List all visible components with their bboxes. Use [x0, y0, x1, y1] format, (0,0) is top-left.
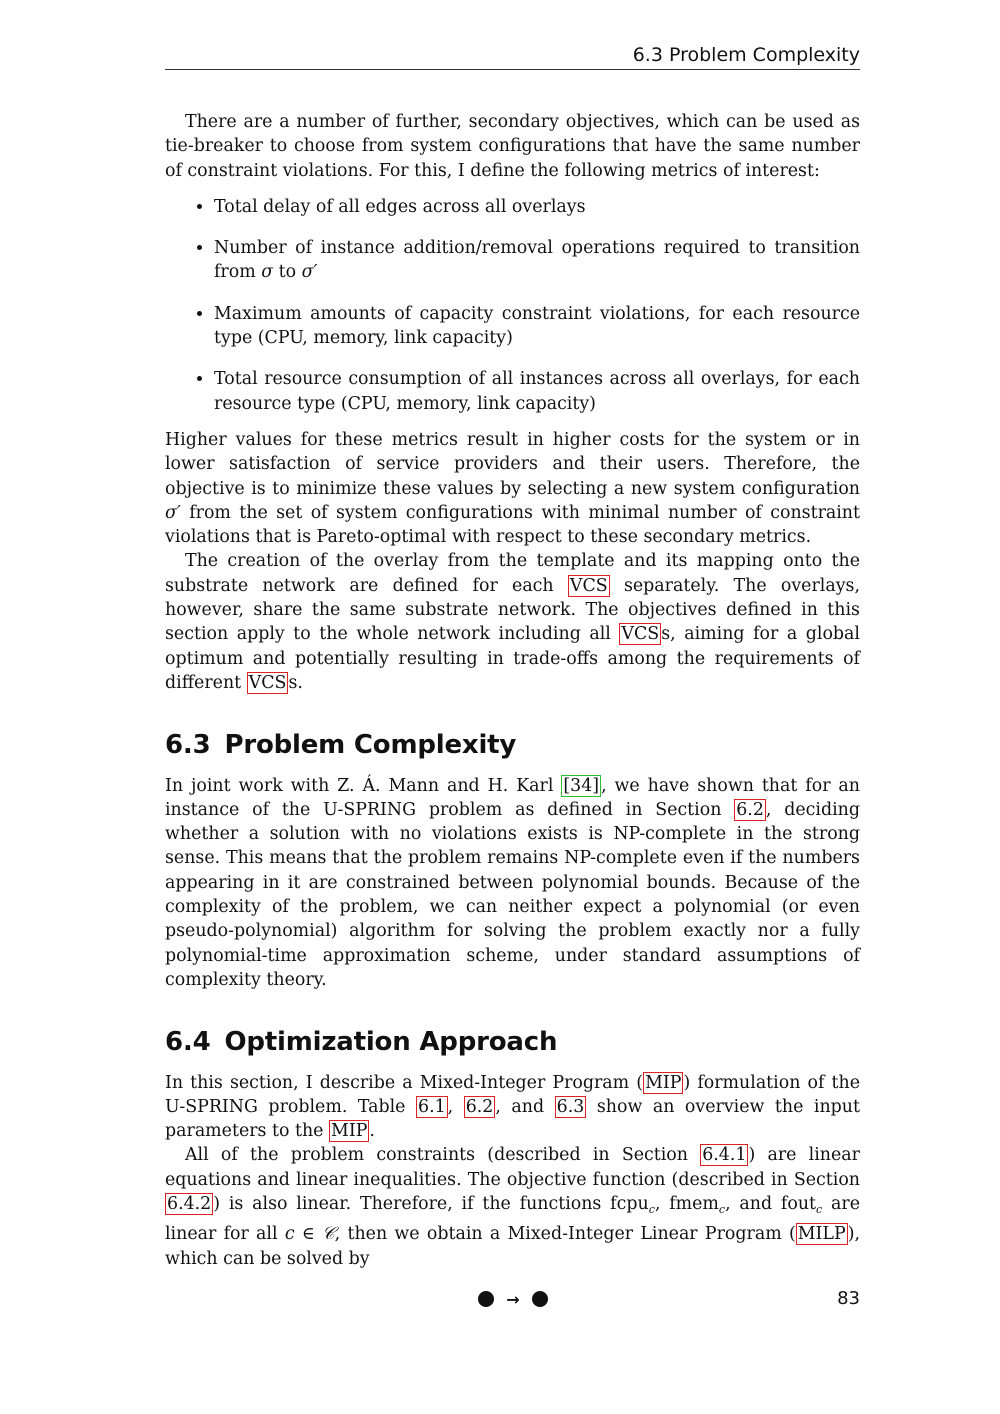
math-sigma-prime: σ′: [165, 502, 181, 523]
section-title: Optimization Approach: [224, 1027, 558, 1058]
text-run: ) are linear equations and linear inequalities. The objective function (described in Section: [165, 1145, 860, 1190]
text-run: to: [273, 262, 302, 283]
table-ref-link[interactable]: 6.1: [418, 1096, 446, 1117]
math-sigma-prime: σ′: [301, 262, 318, 283]
paragraph-linear-constraints: [165, 1143, 860, 1270]
section-number: 6.3: [165, 730, 211, 761]
acronym-link-milp[interactable]: MILP: [797, 1224, 846, 1245]
acronym-link-vcs[interactable]: VCS: [248, 672, 287, 693]
text-run: ) is also linear. Therefore, if the functions fcpu: [213, 1193, 649, 1214]
math-sigma: σ: [261, 262, 274, 283]
math-subscript: c: [648, 1202, 655, 1216]
section-ref-link[interactable]: 6.4.1: [702, 1145, 747, 1166]
list-item: [214, 236, 860, 285]
text-run: are linear for all: [165, 1193, 860, 1245]
text-run: ) formulation of the U-SPRING problem. Table: [165, 1072, 861, 1117]
acronym-link-mip[interactable]: MIP: [331, 1121, 368, 1142]
table-ref-link[interactable]: 6.3: [556, 1096, 585, 1117]
citation-link[interactable]: [34]: [563, 775, 600, 796]
dot-icon: [478, 1291, 494, 1307]
text-run: ,: [447, 1096, 464, 1117]
acronym-link-mip[interactable]: MIP: [645, 1072, 682, 1093]
paragraph-mip-intro: [165, 1071, 860, 1144]
body-text: [165, 110, 860, 1271]
paragraph-problem-complexity: [165, 774, 860, 993]
text-run: Number of instance addition/removal operations required to transition from: [214, 238, 860, 283]
math-subscript: c: [718, 1202, 726, 1216]
text-run: separately. The overlays, however, share the same substrate network. The objectives defined in this section apply to the whole network including all: [165, 575, 860, 645]
text-run: In this section, I describe a Mixed-Integer Program (: [165, 1072, 644, 1093]
text-run: , and fout: [725, 1193, 817, 1214]
list-item: • Total resource consumption of all instances across all overlays, for each resource type (CPU, memory, link capacity): [214, 367, 860, 416]
section-ref-link[interactable]: 6.2: [736, 799, 764, 820]
text-run: , deciding whether a solution with no violations exists is NP-complete in the strong sense. This means that the problem remains NP-complete even if the numbers appearing in it are constrained between polynomial bounds. Because of the complexity of the problem, we can neither expect a polynomial (or even pseudo-polynomial) algorithm for solving the problem exactly nor a fully polynomial-time approximation scheme, under standard assumptions of complexity theory.: [165, 799, 861, 990]
section-title: Problem Complexity: [224, 730, 517, 761]
page-number: 83: [837, 1288, 860, 1309]
metrics-list: [165, 195, 860, 416]
text-run: Higher values for these metrics result in higher costs for the system or in lower satisfaction of service providers and their users. Therefore, the objective is to minimize these values by selecting a new system configuration: [165, 429, 860, 499]
footer-logo: [478, 1288, 548, 1310]
text-run: , fmem: [654, 1193, 719, 1214]
running-header: 6.3 Problem Complexity: [165, 44, 860, 70]
text-run: , then we obtain a Mixed-Integer Linear Program (: [334, 1224, 796, 1245]
math-subscript: c: [816, 1202, 823, 1216]
list-item: • Maximum amounts of capacity constraint violations, for each resource type (CPU, memory, link capacity): [214, 302, 860, 351]
text-run: The creation of the overlay from the template and its mapping onto the substrate network are defined for each: [165, 551, 860, 596]
paragraph-higher-values: [165, 428, 860, 549]
text-run: All of the problem constraints (described in Section: [185, 1145, 701, 1166]
acronym-link-vcs[interactable]: VCS: [621, 624, 660, 645]
text-run: s, aiming for a global optimum and potentially resulting in trade-offs among the requirements of different: [165, 624, 860, 693]
acronym-link-vcs[interactable]: VCS: [569, 575, 608, 596]
paragraph-secondary-objectives: There are a number of further, secondary objectives, which can be used as tie-breaker to choose from system configurations that have the same number of constraint violations. For this, I define the following metrics of interest:: [165, 112, 860, 181]
text-run: s.: [288, 672, 303, 693]
text-run: , and: [495, 1096, 555, 1117]
paragraph-overlay-creation: [165, 549, 860, 695]
text-run: In joint work with Z. Á. Mann and H. Karl: [165, 775, 562, 796]
dot-icon: [532, 1291, 548, 1307]
table-ref-link[interactable]: 6.2: [465, 1096, 494, 1117]
text-run: , we have shown that for an instance of the U-SPRING problem as defined in Section: [165, 775, 861, 820]
section-number: 6.4: [165, 1027, 211, 1058]
text-run: show an overview the input parameters to the: [165, 1096, 860, 1142]
arrow-icon: →: [506, 1289, 520, 1309]
math-set-membership: c ∈ 𝒞: [284, 1224, 335, 1245]
list-item: • Total delay of all edges across all overlays: [214, 195, 860, 219]
section-heading-6-4: [165, 1027, 860, 1058]
text-run: from the set of system configurations with minimal number of constraint violations that is Pareto-optimal with respect to these secondary metrics.: [165, 502, 860, 548]
section-heading-6-3: [165, 730, 860, 761]
text-run: ), which can be solved by: [165, 1224, 861, 1269]
text-run: .: [369, 1121, 375, 1142]
section-ref-link[interactable]: 6.4.2: [167, 1193, 212, 1214]
